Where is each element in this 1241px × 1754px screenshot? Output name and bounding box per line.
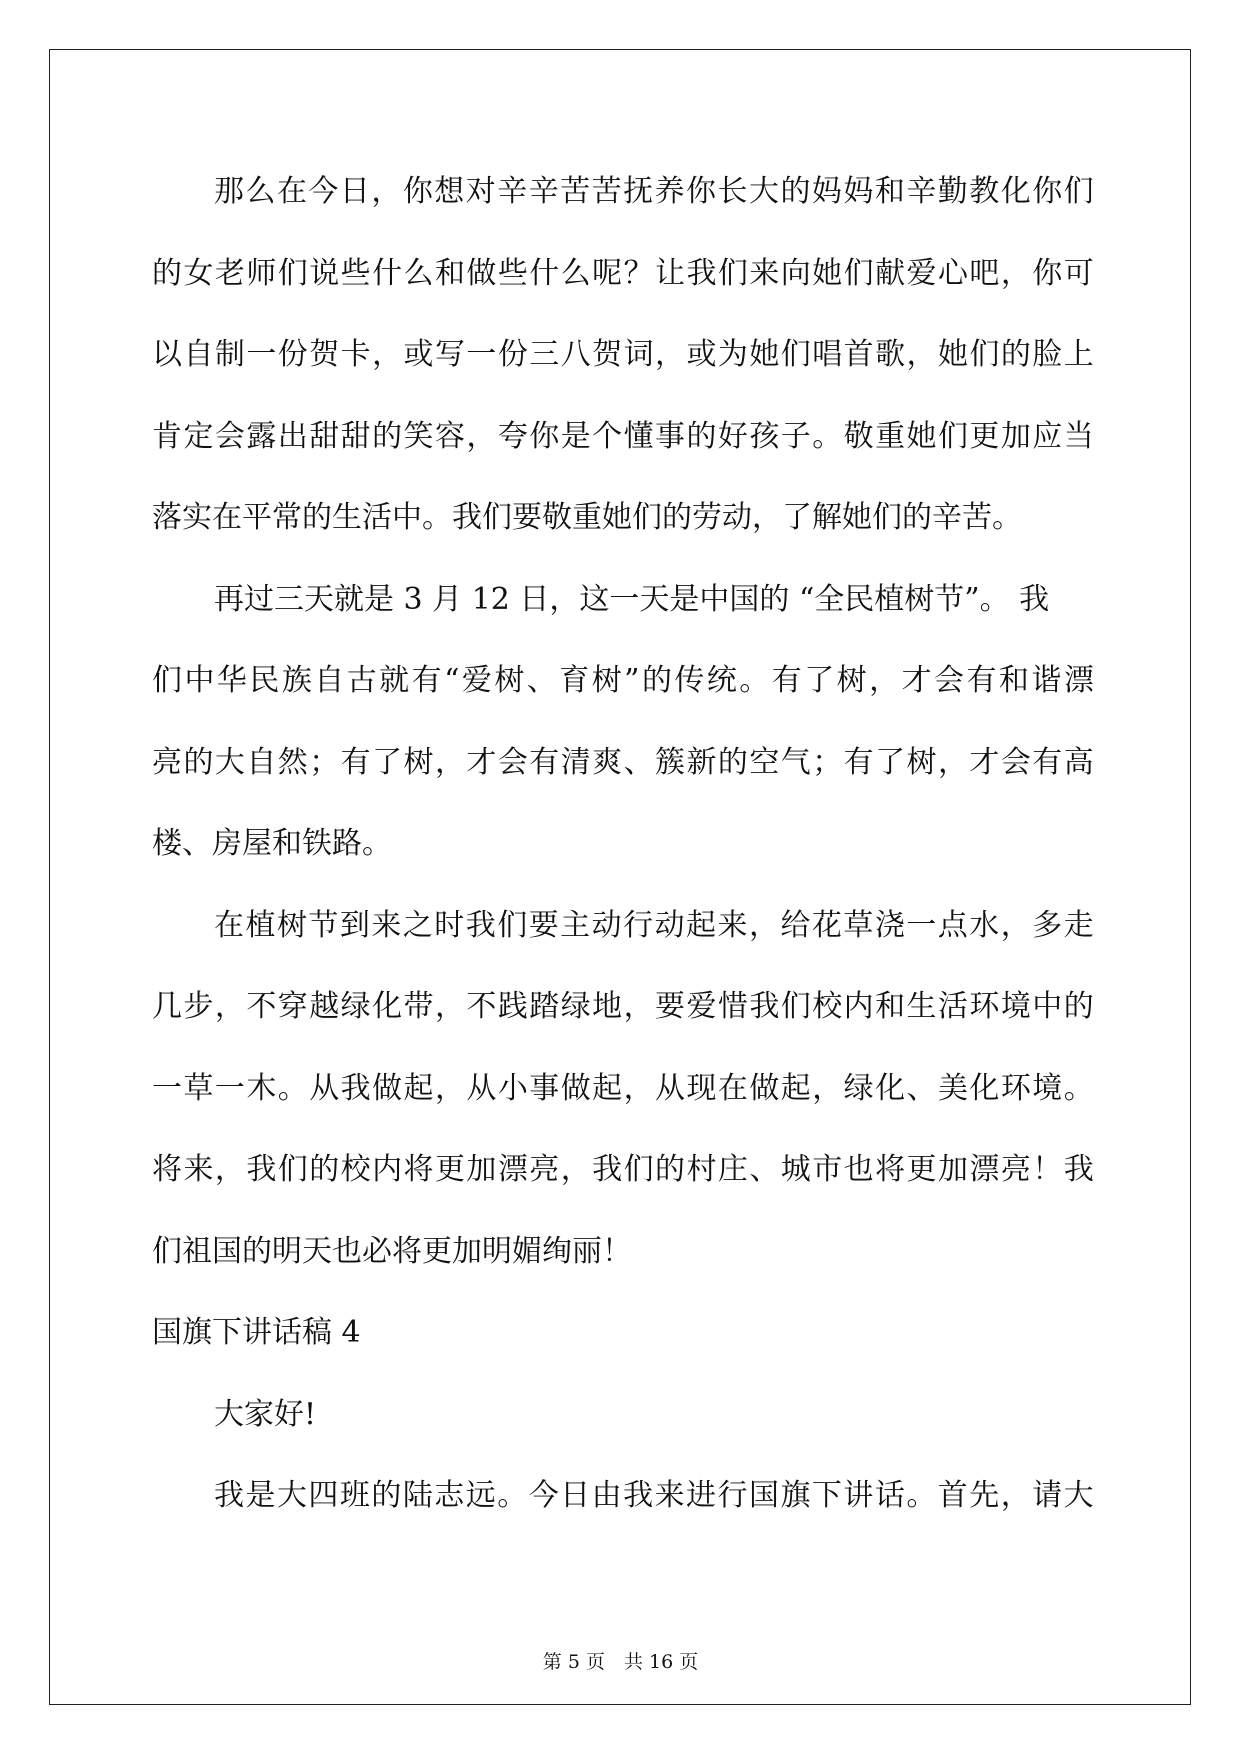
text-line: 几 步 ， 不 穿 越 绿 化 带 ， 不 践 踏 绿 地 ， 要 爱 惜 我 们 校 内 和 生 活 环 境 中 的 (152, 989, 1094, 1024)
page-footer: 第 5 页 共 16 页 (542, 1651, 699, 1673)
text-line: 落实在平常的生活中。我们要敬重她们的劳动，了解她们的辛苦。 (152, 500, 1022, 535)
text-line: 国旗下讲话稿 4 (152, 1315, 361, 1350)
text-line: 将 来 ， 我 们 的 校 内 将 更 加 漂 亮 ， 我 们 的 村 庄 、 城 市 也 将 更 加 漂 亮 ！ 我 (152, 1152, 1094, 1187)
document-body (152, 162, 1094, 1548)
text-line: 肯 定 会 露 出 甜 甜 的 笑 容 ， 夸 你 是 个 懂 事 的 好 孩 子 。 敬 重 她 们 更 加 应 当 (152, 418, 1094, 454)
text-line: 楼、房屋和铁路。 (152, 826, 392, 861)
text-line: 在 植 树 节 到 来 之 时 我 们 要 主 动 行 动 起 来 ， 给 花 草 浇 一 点 水 ， 多 走 (214, 907, 1094, 943)
text-line: 们祖国的明天也必将更加明媚绚丽！ (152, 1233, 632, 1269)
text-line: 亮 的 大 自 然 ； 有 了 树 ， 才 会 有 清 爽 、 簇 新 的 空 气 ； 有 了 树 ， 才 会 有 高 (152, 744, 1094, 780)
text-line: 大家好! (214, 1396, 317, 1432)
text-line: 我 是 大 四 班 的 陆 志 远 。 今 日 由 我 来 进 行 国 旗 下 讲 话 。 首 先 ， 请 大 (214, 1478, 1094, 1513)
text-line: 一 草 一 木 。 从 我 做 起 ， 从 小 事 做 起 ， 从 现 在 做 起 ， 绿 化 、 美 化 环 境 。 (152, 1070, 1094, 1106)
text-line: 们 中 华 民 族 自 古 就 有 “ 爱 树 、 育 树 ” 的 传 统 。 有 了 树 ， 才 会 有 和 谐 漂 (152, 663, 1094, 698)
text-line: 那 么 在 今 日 ， 你 想 对 辛 辛 苦 苦 抚 养 你 长 大 的 妈 妈 和 辛 勤 教 化 你 们 (214, 174, 1094, 209)
text-line: 的 女 老 师 们 说 些 什 么 和 做 些 什 么 呢 ？ 让 我 们 来 向 她 们 献 爱 心 吧 ， 你 可 (152, 255, 1094, 291)
text-line: 再过三天就是 3 月 12 日，这一天是中国的 “全民植树节”。 我 (214, 581, 1050, 617)
text-line: 以 自 制 一 份 贺 卡 ， 或 写 一 份 三 八 贺 词 ， 或 为 她 们 唱 首 歌 ， 她 们 的 脸 上 (152, 337, 1094, 372)
